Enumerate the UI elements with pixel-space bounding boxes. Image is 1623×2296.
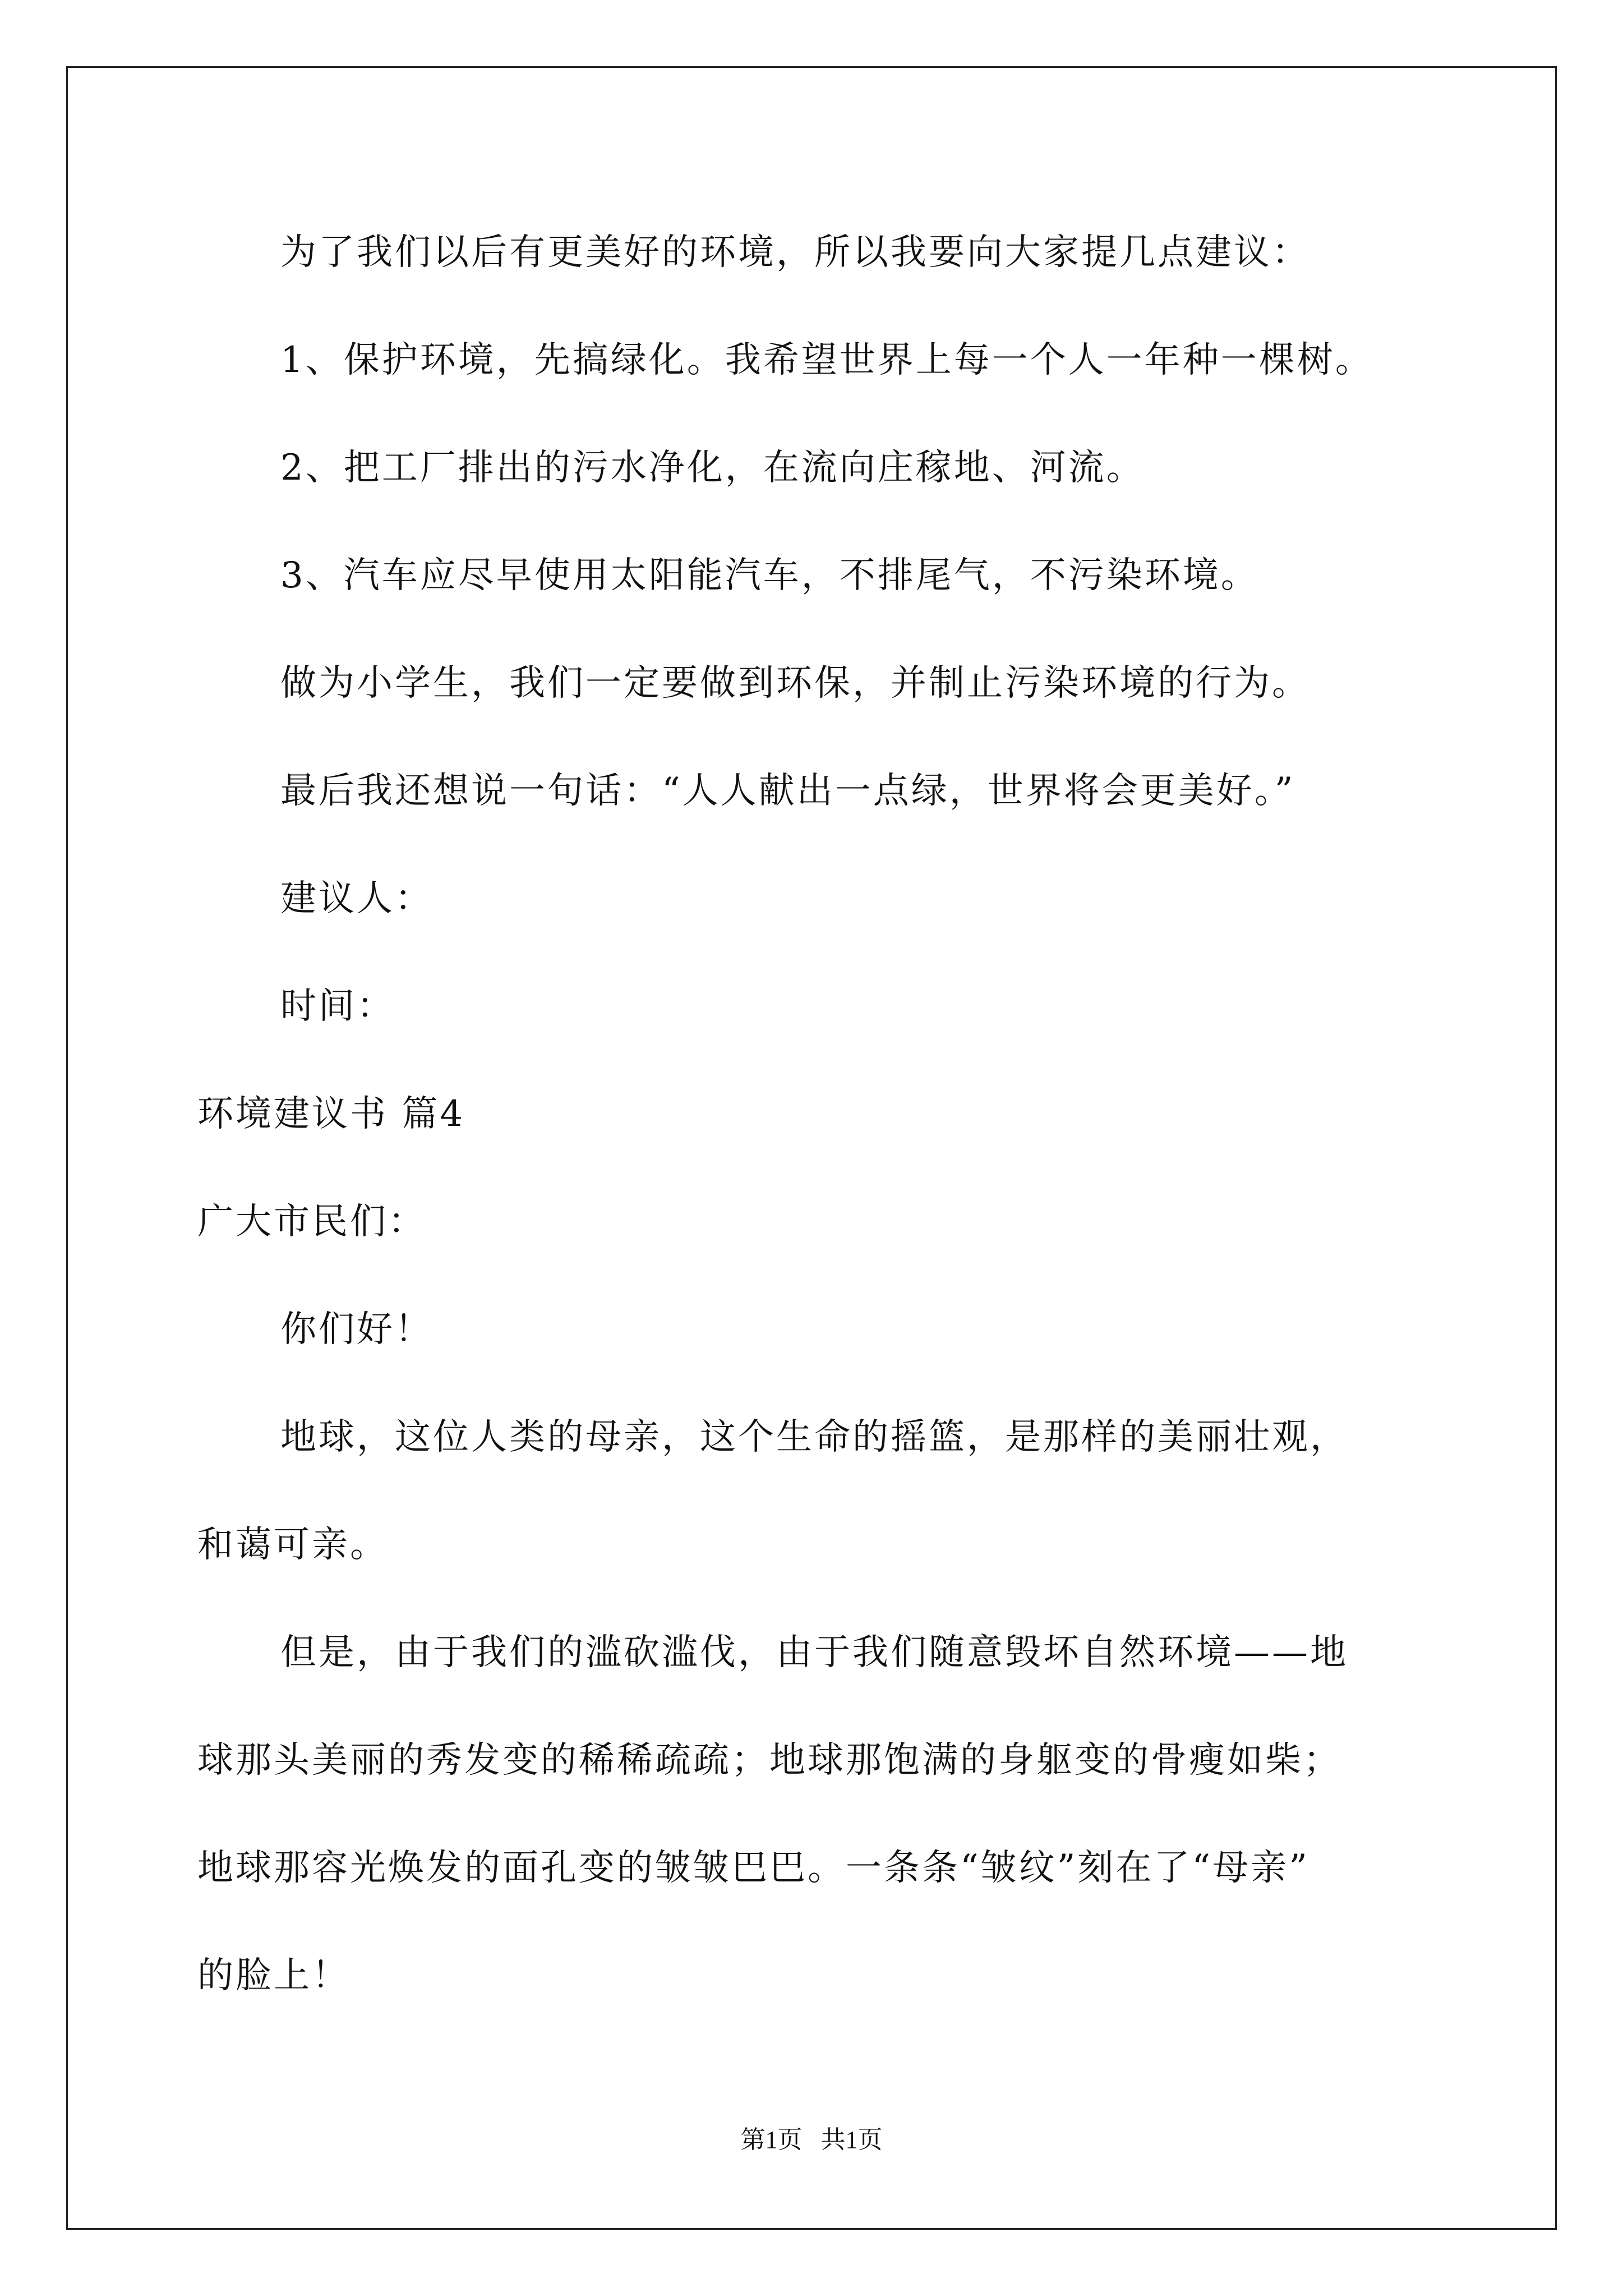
paragraph-suggestion-2: 2、把工厂排出的污水净化，在流向庄稼地、河流。 xyxy=(280,447,1145,489)
paragraph-suggestion-intro: 为了我们以后有更美好的环境，所以我要向大家提几点建议： xyxy=(280,232,1310,273)
paragraph-earth-line-2: 和蔼可亲。 xyxy=(197,1524,388,1566)
letter-salutation: 广大市民们： xyxy=(197,1201,426,1243)
paragraph-damage-line-2: 球那头美丽的秀发变的稀稀疏疏；地球那饱满的身躯变的骨瘦如柴； xyxy=(197,1740,1341,1781)
signature-proposer: 建议人： xyxy=(280,878,433,919)
section-title: 环境建议书 篇4 xyxy=(197,1093,465,1135)
paragraph-suggestion-1: 1、保护环境，先搞绿化。我希望世界上每一个人一年种一棵树。 xyxy=(280,339,1373,381)
signature-date: 时间： xyxy=(280,986,395,1027)
paragraph-suggestion-3: 3、汽车应尽早使用太阳能汽车，不排尾气，不污染环境。 xyxy=(280,555,1259,596)
paragraph-earth-line-1: 地球，这位人类的母亲，这个生命的摇篮，是那样的美丽壮观， xyxy=(280,1416,1348,1458)
paragraph-damage-line-3: 地球那容光焕发的面孔变的皱皱巴巴。一条条“皱纹”刻在了“母亲” xyxy=(197,1847,1310,1889)
paragraph-damage-line-4: 的脸上！ xyxy=(197,1955,350,1996)
paragraph-student-role: 做为小学生，我们一定要做到环保，并制止污染环境的行为。 xyxy=(280,662,1310,704)
page-border xyxy=(66,66,1557,2230)
paragraph-closing-quote: 最后我还想说一句话：“人人献出一点绿，世界将会更美好。” xyxy=(280,770,1295,812)
paragraph-damage-line-1: 但是，由于我们的滥砍滥伐，由于我们随意毁坏自然环境——地 xyxy=(280,1632,1348,1673)
letter-greeting: 你们好！ xyxy=(280,1309,433,1350)
page-number-footer: 第1页 共1页 xyxy=(740,2126,883,2154)
